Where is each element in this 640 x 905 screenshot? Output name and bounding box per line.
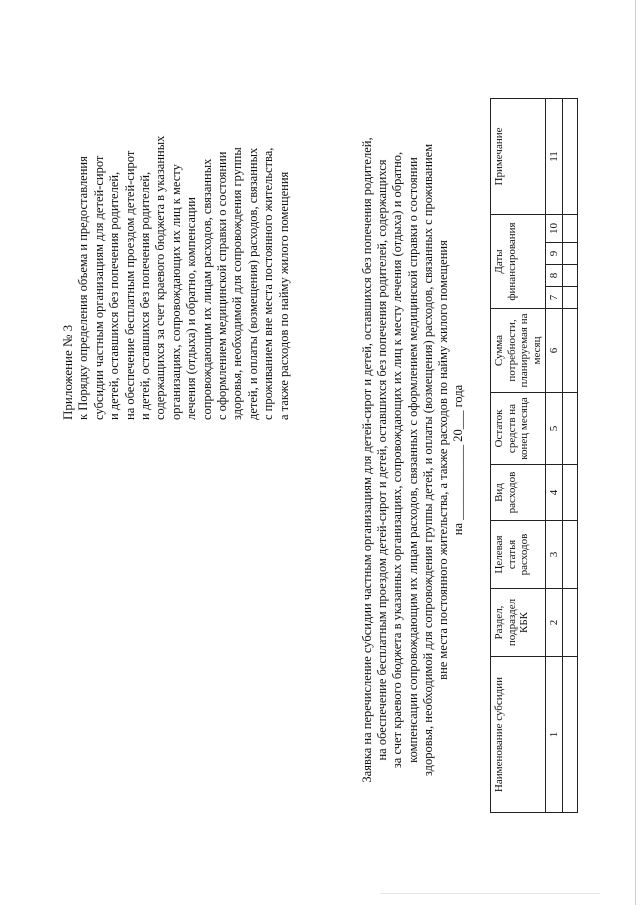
scan-mark bbox=[380, 893, 600, 894]
column-number: 8 bbox=[546, 265, 563, 287]
column-number: 1 bbox=[546, 657, 563, 813]
table-cell bbox=[563, 465, 578, 521]
request-line: за счет краевого бюджета в указанных организациях, сопровождающих их лиц к месту лечения (отдыха) и обратно, bbox=[390, 151, 405, 769]
appendix-line: и детей, оставшихся без попечения родителей, bbox=[107, 171, 122, 420]
header-name: Наименование субсидии bbox=[491, 657, 546, 813]
request-line: компенсации сопровождающим их лицам расходов, связанных с оформлением медицинской справки о состоянии bbox=[405, 157, 420, 763]
column-number: 5 bbox=[546, 393, 563, 465]
appendix-line: детей, и оплаты (возмещения) расходов, связанных bbox=[245, 147, 260, 420]
column-number: 3 bbox=[546, 521, 563, 589]
request-date-line: на ____________ 20___ года bbox=[451, 384, 466, 536]
appendix-line: к Порядку определения объема и предоставления bbox=[76, 156, 91, 420]
header-balance: Остаток средств на конец месяца bbox=[491, 393, 546, 465]
appendix-line: с оформлением медицинской справки о состоянии bbox=[215, 151, 230, 420]
appendix-line: лечения (отдыха) и обратно, компенсации bbox=[184, 197, 199, 420]
request-line: вне места постоянного жительства, а также расходов по найму жилого помещения bbox=[436, 240, 451, 680]
table-header-row bbox=[491, 98, 546, 812]
header-article: Целевая статья расходов bbox=[491, 521, 546, 589]
appendix-line: субсидии частным организациям для детей-сирот bbox=[91, 155, 106, 420]
table-cell bbox=[563, 393, 578, 465]
header-dates: Даты финансирования bbox=[491, 214, 546, 308]
column-number: 2 bbox=[546, 589, 563, 657]
header-type: Вид расходов bbox=[491, 465, 546, 521]
table-cell bbox=[563, 309, 578, 393]
column-number: 10 bbox=[546, 214, 563, 242]
column-number: 9 bbox=[546, 243, 563, 265]
appendix-line: а также расходов по найму жилого помещения bbox=[276, 171, 291, 420]
request-table bbox=[490, 98, 578, 813]
table-cell bbox=[563, 98, 578, 214]
header-sum: Сумма потребности, планируемая на месяц bbox=[491, 309, 546, 393]
table-cell bbox=[563, 214, 578, 242]
table-cell bbox=[563, 521, 578, 589]
column-number: 11 bbox=[546, 98, 563, 214]
header-kbk: Раздел, подраздел КБК bbox=[491, 589, 546, 657]
appendix-line: с проживанием вне места постоянного жительства, bbox=[261, 147, 276, 420]
table-cell bbox=[563, 657, 578, 813]
column-number: 7 bbox=[546, 287, 563, 309]
appendix-line: здоровья, необходимой для сопровождения группы bbox=[230, 147, 245, 420]
request-line: на обеспечение бесплатным проездом детей-сирот и детей, оставшихся без попечения родителей, содержащихся bbox=[375, 159, 390, 761]
table-cell bbox=[563, 287, 578, 309]
appendix-line: организациях, сопровождающих их лиц к месту bbox=[168, 164, 183, 420]
appendix-line: содержащихся за счет краевого бюджета в указанных bbox=[153, 135, 168, 420]
scan-edge-line bbox=[635, 0, 636, 905]
table-empty-row bbox=[563, 98, 578, 812]
request-line: здоровья, необходимой для сопровождения группы детей, и оплаты (возмещения) расходов, связанных с проживанием bbox=[420, 143, 435, 777]
request-line: Заявка на перечисление субсидии частным организациям для детей-сирот и детей, оставшихся без попечения родителей, bbox=[360, 137, 374, 783]
appendix-line: и детей, оставшихся без попечения родителей, bbox=[138, 171, 153, 420]
appendix-title: Приложение № 3 bbox=[60, 324, 75, 420]
header-note: Примечание bbox=[491, 98, 546, 214]
request-heading bbox=[360, 75, 466, 845]
appendix-line: сопровождающим их лицам расходов, связанных bbox=[199, 158, 214, 420]
appendix-block bbox=[60, 20, 292, 420]
column-number: 4 bbox=[546, 465, 563, 521]
column-number: 6 bbox=[546, 309, 563, 393]
table-cell bbox=[563, 265, 578, 287]
appendix-line: на обеспечение бесплатным проездом детей-сирот bbox=[122, 150, 137, 420]
table-cell bbox=[563, 243, 578, 265]
table-cell bbox=[563, 589, 578, 657]
table-number-row bbox=[546, 98, 563, 812]
